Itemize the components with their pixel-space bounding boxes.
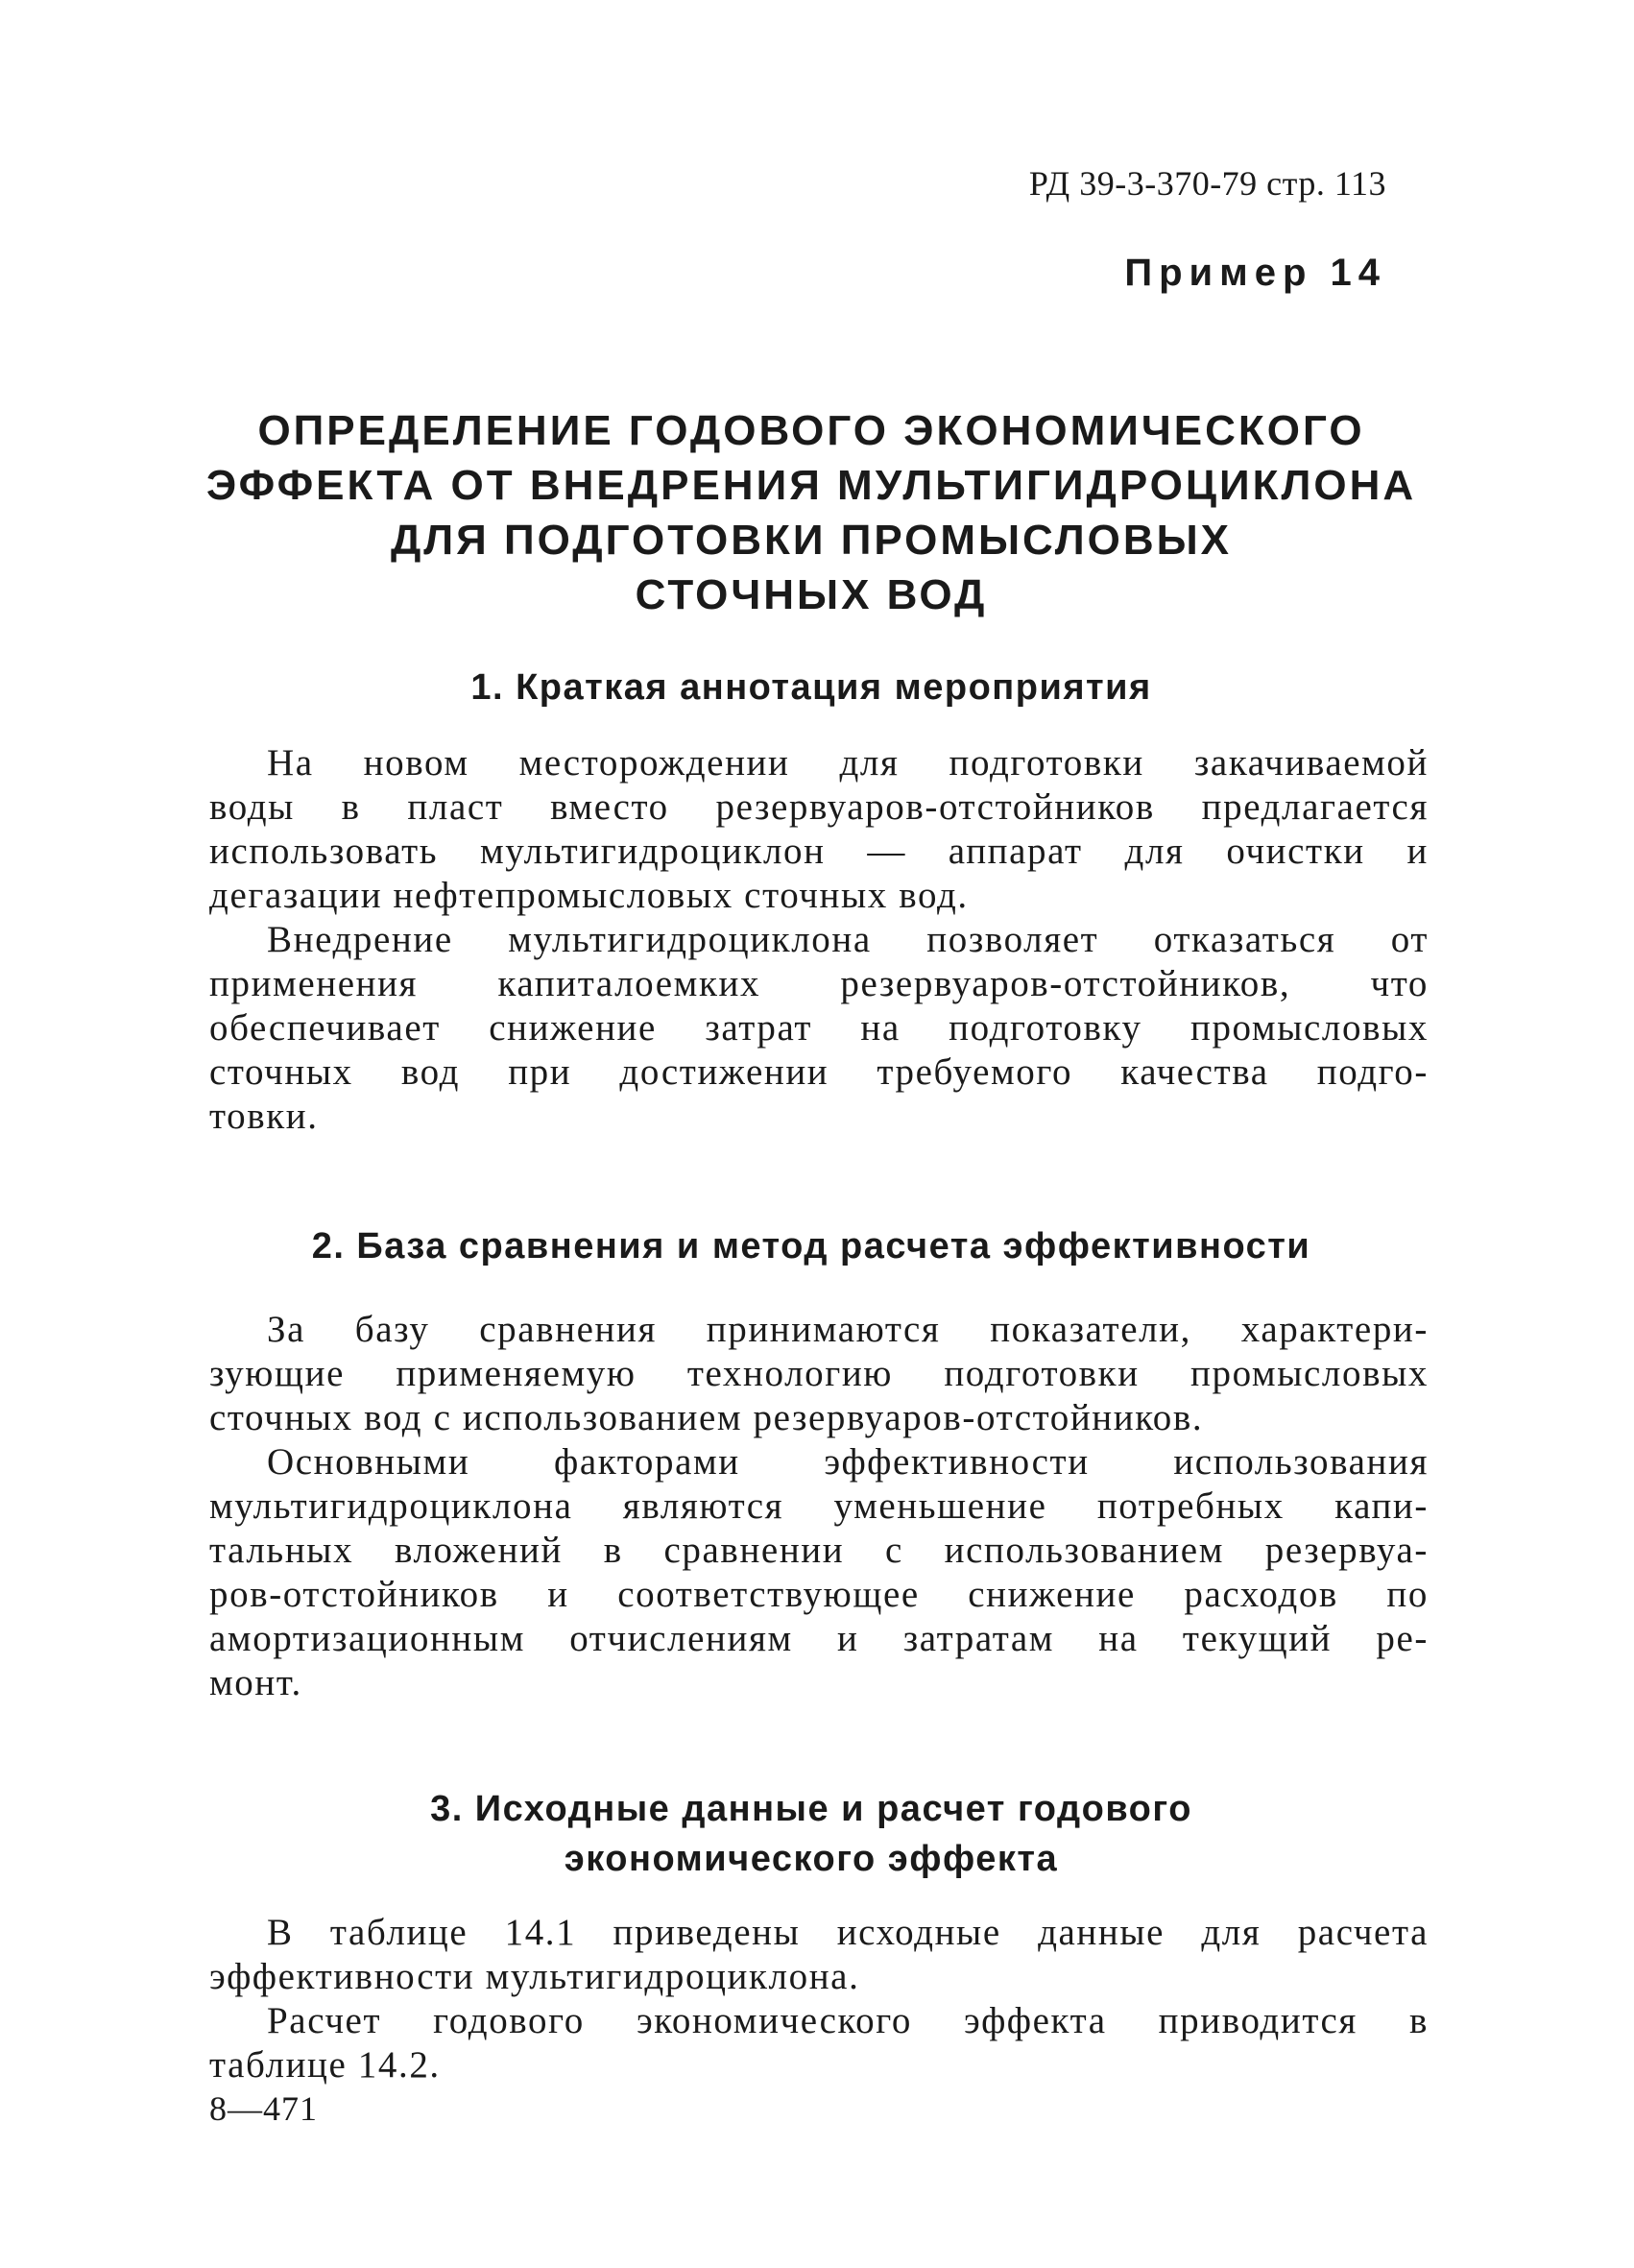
- text-line: амортизационным отчислениям и затратам на текущий ре-: [209, 1618, 1429, 1659]
- text-line: товки.: [209, 1096, 319, 1137]
- section-3-heading-line: экономического эффекта: [564, 1839, 1059, 1879]
- text-line: обеспечивает снижение затрат на подготовку промысловых: [209, 1007, 1429, 1049]
- title-line: СТОЧНЫХ ВОД: [635, 571, 988, 618]
- text-line: ров-отстойников и соответствующее снижение расходов по: [209, 1574, 1429, 1615]
- text-line: Внедрение мультигидроциклона позволяет отказаться от: [267, 919, 1429, 960]
- text-line: тальных вложений в сравнении с использованием резервуа-: [209, 1530, 1429, 1571]
- text-line: За базу сравнения принимаются показатели, характери-: [267, 1309, 1429, 1350]
- text-line: На новом месторождении для подготовки закачиваемой: [267, 742, 1429, 784]
- text-line: применения капиталоемких резервуаров-отстойников, что: [209, 963, 1429, 1004]
- section-3-paragraph-2: [209, 1999, 1429, 2087]
- section-2-heading-text: 2. База сравнения и метод расчета эффективности: [311, 1226, 1311, 1267]
- text-line: монт.: [209, 1662, 302, 1703]
- section-1-paragraph-2: [209, 918, 1429, 1139]
- section-3-paragraph-1: [209, 1911, 1429, 1999]
- section-2-heading: [187, 1221, 1435, 1271]
- text-line: Расчет годового экономического эффекта приводится в: [267, 2000, 1429, 2041]
- title-line: ДЛЯ ПОДГОТОВКИ ПРОМЫСЛОВЫХ: [390, 517, 1233, 564]
- section-1-paragraph-1: [209, 741, 1429, 918]
- section-3-heading-line: 3. Исходные данные и расчет годового: [430, 1789, 1192, 1829]
- section-1-heading: [187, 663, 1435, 712]
- text-line: дегазации нефтепромысловых сточных вод.: [209, 875, 969, 916]
- section-1-heading-text: 1. Краткая аннотация мероприятия: [470, 667, 1152, 708]
- text-line: мультигидроциклона являются уменьшение потребных капи-: [209, 1485, 1429, 1527]
- main-title: [187, 403, 1435, 622]
- text-line: использовать мультигидроциклон — аппарат для очистки и: [209, 831, 1429, 872]
- text-line: сточных вод с использованием резервуаров-отстойников.: [209, 1397, 1204, 1438]
- text-line: воды в пласт вместо резервуаров-отстойников предлагается: [209, 786, 1429, 828]
- title-line: ЭФФЕКТА ОТ ВНЕДРЕНИЯ МУЛЬТИГИДРОЦИКЛОНА: [205, 462, 1417, 509]
- signature-mark: 8—471: [209, 2089, 318, 2128]
- example-label: Пример 14: [1124, 252, 1386, 294]
- text-line: В таблице 14.1 приведены исходные данные для расчета: [267, 1912, 1429, 1953]
- text-line: зующие применяемую технологию подготовки промысловых: [209, 1353, 1429, 1394]
- text-line: таблице 14.2.: [209, 2044, 441, 2086]
- text-line: сточных вод при достижении требуемого качества подго-: [209, 1051, 1429, 1093]
- text-line: эффективности мультигидроциклона.: [209, 1956, 860, 1997]
- section-3-heading: [187, 1784, 1435, 1884]
- text-line: Основными факторами эффективности использования: [267, 1441, 1429, 1483]
- section-2-paragraph-1: [209, 1308, 1429, 1440]
- document-reference: РД 39-3-370-79 стр. 113: [1028, 164, 1386, 203]
- section-2-paragraph-2: [209, 1440, 1429, 1705]
- title-line: ОПРЕДЕЛЕНИЕ ГОДОВОГО ЭКОНОМИЧЕСКОГО: [257, 407, 1365, 454]
